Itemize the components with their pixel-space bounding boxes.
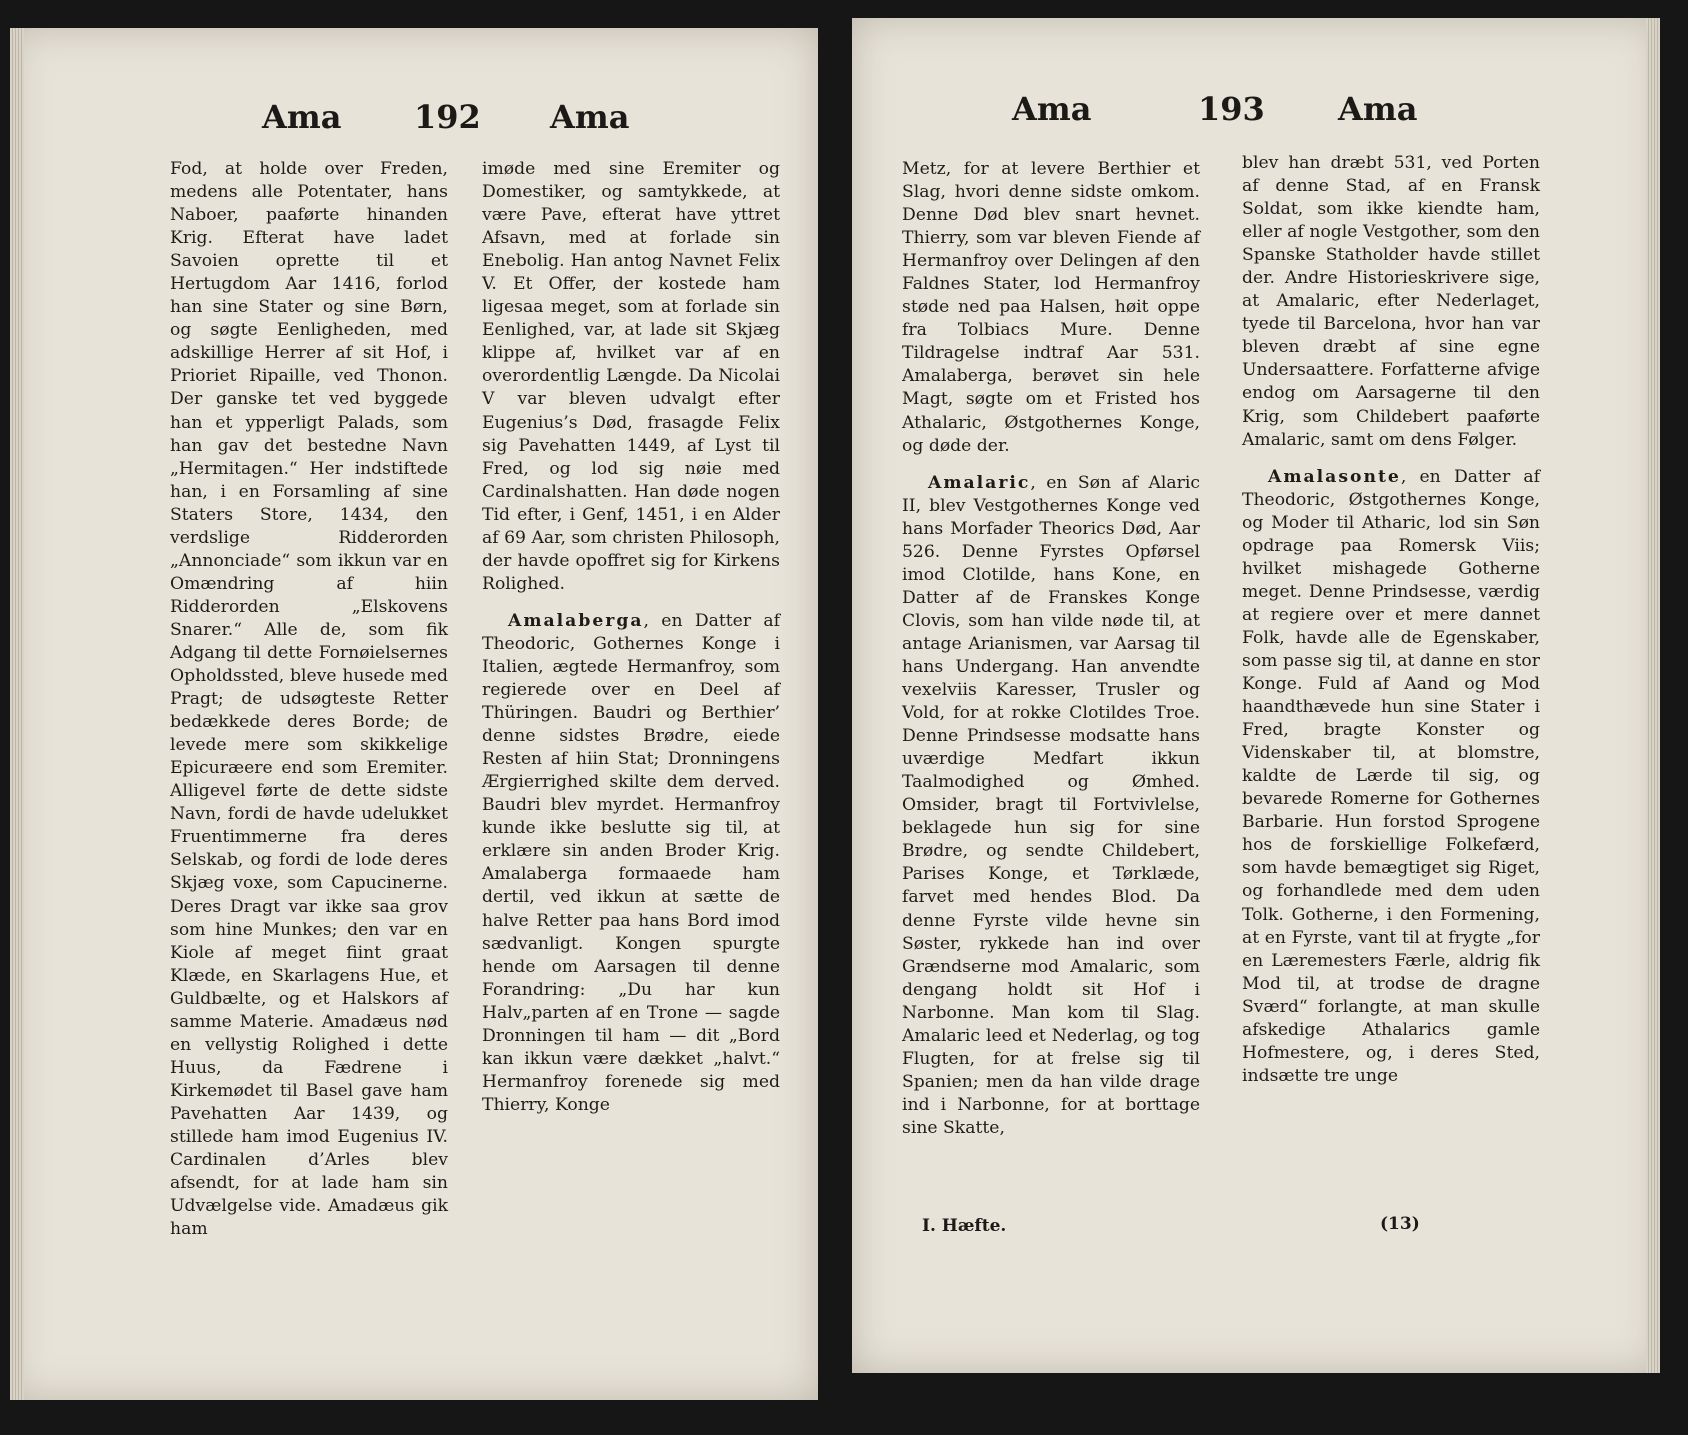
right-page — [852, 18, 1660, 1373]
left-column-1 — [170, 158, 448, 1241]
header-left-word: Ama — [262, 98, 342, 136]
header-right-word: Ama — [550, 98, 630, 136]
page-edge — [10, 28, 24, 1400]
signature-mark: I. Hæfte. — [922, 1216, 1007, 1236]
header-left-word: Ama — [1012, 90, 1092, 128]
header-right-word: Ama — [1338, 90, 1418, 128]
entry-text: , en Søn af Alaric II, blev Vestgothernes Konge ved hans Morfader Theorics Død, Aar 526. Denne Fyrstes Opførsel imod Clotilde, hans Kone, en Datter af de Franskes Konge Clovis, som han vilde nøde til, at antage Arianismen, var Aarsag til hans Undergang. Han anvendte vexelviis Karesser, Trusler og Vold, for at rokke Clotildes Troe. Denne Prindsesse modsatte hans uværdige Medfart ikkun Taalmodighed og Ømhed. Omsider, bragt til Fortvivlelse, beklagede hun sig for sine Brødre, og sendte Childebert, Parises Konge, et Tørklæde, farvet med hendes Blod. Da denne Fyrste vilde hevne sin Søster, rykkede han ind over Grændserne mod Amalaric, som dengang holdt sit Hof i Narbonne. Man kom til Slag. Amalaric leed et Nederlag, og tog Flugten, for at frelse sig til Spanien; men da han vilde drage ind i Narbonne, for at borttage sine Skatte, — [902, 472, 1200, 1138]
page-number: 193 — [1198, 90, 1265, 128]
paragraph: imøde med sine Eremiter og Domestiker, og samtykkede, at være Pave, efterat have yttret Afsavn, med at forlade sin Enebolig. Han antog Navnet Felix V. Et Offer, der kostede ham ligesaa meget, som at forlade sin Eenlighed, var, at lade sit Skjæg klippe af, hvilket var af en overordentlig Længde. Da Nicolai V var bleven udvalgt efter Eugenius’s Død, frasagde Felix sig Pavehatten 1449, af Lyst til Fred, og lod sig nøie med Cardinalshatten. Han døde nogen Tid efter, i Genf, 1451, i en Alder af 69 Aar, som christen Philosoph, der havde opoffret sig for Kirkens Rolighed. — [482, 159, 780, 594]
right-column-1 — [902, 158, 1200, 1140]
entry-amalaberga — [482, 610, 780, 1117]
paragraph: Fod, at holde over Freden, medens alle Potentater, hans Naboer, paaførte hinanden Krig. Efterat have ladet Savoien oprette til et Hertugdom Aar 1416, forlod han sine Stater og sine Børn, og søgte Eenligheden, med adskillige Herrer af sit Hof, i Prioriet Ripaille, ved Thonon. Der ganske tet ved byggede han et ypperligt Palads, som han gav det bestedne Navn „Hermitagen.“ Her indstiftede han, i en Forsamling af sine Staters Store, 1434, den verdslige Ridderorden „Annonciade“ som ikkun var en Omændring af hiin Ridderorden „Elskovens Snarer.“ Alle de, som fik Adgang til dette Fornøielsernes Opholdssted, bleve husede med Pragt; de udsøgteste Retter bedækkede deres Borde; de levede mere som skikkelige Epicuræere end som Eremiter. Alligevel førte de dette sidste Navn, fordi de havde udelukket Fruentimmerne fra deres Selskab, og fordi de lode deres Skjæg voxe, som Capucinerne. Deres Dragt var ikke saa grov som hine Munkes; den var en Kiole af meget fiint graat Klæde, en Skarlagens Hue, et Guldbælte, og et Halskors af samme Materie. Amadæus nød en vellystig Rolighed i dette Huus, da Fædrene i Kirkemødet til Basel gave ham Pavehatten Aar 1439, og stillede ham imod Eugenius IV. Cardinalen d’Arles blev afsendt, for at lade ham sin Udvælgelse vide. Amadæus gik ham — [170, 159, 448, 1240]
left-page — [10, 28, 818, 1400]
entry-term: Amalaberga — [508, 610, 644, 631]
entry-text: , en Datter af Theodoric, Gothernes Konge i Italien, ægtede Hermanfroy, som regierede over en Deel af Thüringen. Baudri og Berthier’ denne sidstes Brødre, eiede Resten af hiin Stat; Dronningens Ærgierrighed skilte dem derved. Baudri blev myrdet. Hermanfroy kunde ikke beslutte sig til, at erklære sin anden Broder Krig. Amalaberga formaaede ham dertil, ved ikkun at sætte de halve Retter paa hans Bord imod sædvanligt. Kongen spurgte hende om Aarsagen til denne Forandring: „Du har kun Halv„parten af en Trone — sagde Dronningen til ham — dit „Bord kan ikkun være dækket „halvt.“ Hermanfroy forenede sig med Thierry, Konge — [482, 610, 780, 1115]
page-edge — [1646, 18, 1660, 1373]
left-column-2 — [482, 158, 780, 1117]
entry-term: Amalasonte — [1268, 466, 1401, 487]
page-number: 192 — [414, 98, 481, 136]
entry-term: Amalaric — [928, 472, 1031, 493]
paragraph: Metz, for at levere Berthier et Slag, hvori denne sidste omkom. Denne Død blev snart hevnet. Thierry, som var bleven Fiende af Hermanfroy over Delingen af den Faldnes Stater, lod Hermanfroy støde ned paa Halsen, høit oppe fra Tolbiacs Mure. Denne Tildragelse indtraf Aar 531. Amalaberga, berøvet sin hele Magt, søgte om et Fristed hos Athalaric, Østgothernes Konge, og døde der. — [902, 159, 1200, 456]
entry-amalasonte — [1242, 466, 1540, 1088]
paragraph: blev han dræbt 531, ved Porten af denne Stad, af en Fransk Soldat, som ikke kiendte ham, eller af nogle Vestgother, som den Spanske Statholder havde stillet der. Andre Historieskrivere sige, at Amalaric, efter Nederlaget, tyede til Barcelona, hvor han var bleven dræbt af sine egne Undersaattere. Forfatterne afvige endog om Aarsagerne til den Krig, som Childebert paaførte Amalaric, samt om dens Følger. — [1242, 153, 1540, 450]
sheet-number: (13) — [1380, 1214, 1420, 1234]
entry-text: , en Datter af Theodoric, Østgothernes Konge, og Moder til Atharic, lod sin Søn opdrage paa Romersk Viis; hvilket mishagede Gotherne meget. Denne Prindsesse, værdig at regiere over et mere dannet Folk, havde alle de Egenskaber, som passe sig til, at danne en stor Konge. Fuld af Aand og Mod haandthævede hun sine Stater i Fred, bragte Konster og Videnskaber til, at blomstre, kaldte de Lærde til sig, og bevarede Romerne for Gothernes Barbarie. Hun forstod Sprogene hos de forskiellige Folkefærd, som havde bemægtiget sig Riget, og forhandlede med dem uden Tolk. Gotherne, i den Formening, at en Fyrste, vant til at frygte „for en Læremesters Færle, aldrig fik Mod til, at trodse de dragne Sværd“ forlangte, at man skulle afskedige Athalarics gamle Hofmestere, og, i deres Sted, indsætte tre unge — [1242, 466, 1540, 1086]
right-column-2 — [1242, 152, 1540, 1088]
entry-amalaric — [902, 472, 1200, 1140]
